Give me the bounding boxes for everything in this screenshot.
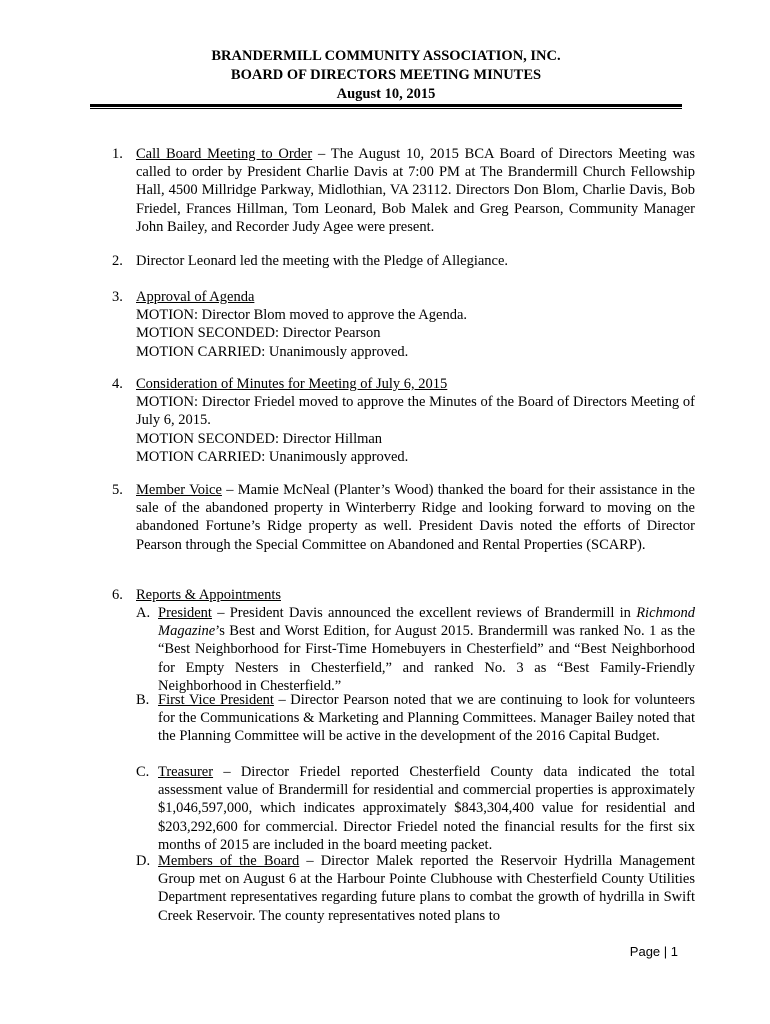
item-title: Approval of Agenda bbox=[136, 289, 255, 305]
item-approval-agenda bbox=[136, 288, 695, 361]
item-number: 6. bbox=[112, 587, 123, 603]
motion-seconded-line: MOTION SECONDED: Director Pearson bbox=[136, 325, 381, 342]
subitem-letter: A. bbox=[136, 605, 151, 621]
subitem-letter: C. bbox=[136, 764, 150, 780]
header-rule-thick bbox=[90, 104, 682, 107]
item-pledge bbox=[136, 252, 695, 270]
subitem-text: – President Davis announced the excellent reviews of Brandermill in bbox=[211, 605, 637, 621]
item-call-to-order bbox=[136, 145, 695, 236]
item-number: 3. bbox=[112, 289, 123, 305]
magazine-name: Richmond Magazine bbox=[158, 605, 695, 640]
subitem-title: Treasurer bbox=[158, 764, 214, 780]
motion-seconded-line: MOTION SECONDED: Director Hillman bbox=[136, 430, 383, 447]
meeting-date: August 10, 2015 bbox=[336, 86, 436, 102]
item-text: Director Leonard led the meeting with the Pledge of Allegiance. bbox=[136, 253, 509, 269]
item-text: – The August 10, 2015 BCA Board of Directors Meeting was called to order by President Charlie Davis at 7:00 PM at The Brandermill Church Fellowship Hall, 4500 Millridge Parkway, Midlothian, VA 23112. Directors Don Blom, Charlie Davis, Bob Friedel, Frances Hillman, Tom Leonard, Bob Malek and Greg Pearson, Community Manager John Bailey, and Recorder Judy Agee were present. bbox=[136, 146, 695, 235]
subitem-president bbox=[158, 604, 695, 695]
motion-carried-line: MOTION CARRIED: Unanimously approved. bbox=[136, 448, 409, 465]
item-title: Reports & Appointments bbox=[136, 587, 281, 603]
item-member-voice bbox=[136, 481, 695, 554]
subitem-first-vice-president bbox=[158, 691, 695, 746]
doc-title: BOARD OF DIRECTORS MEETING MINUTES bbox=[230, 67, 542, 83]
subitem-letter: B. bbox=[136, 692, 150, 708]
subitem-letter: D. bbox=[136, 853, 151, 869]
motion-line: MOTION: Director Friedel moved to approve the Minutes of the Board of Directors Meeting of July 6, 2015. bbox=[136, 394, 695, 429]
subitem-text: ’s Best and Worst Edition, for August 2015. Brandermill was ranked No. 1 as the “Best Neighborhood for First-Time Homebuyers in Chesterfield” and “Best Neighborhood for Empty Nesters in Chesterfield,” and ranked No. 3 as “Best Family-Friendly Neighborhood in Chesterfield.” bbox=[158, 623, 695, 694]
org-name: BRANDERMILL COMMUNITY ASSOCIATION, INC. bbox=[211, 48, 561, 64]
item-minutes-approval bbox=[136, 375, 695, 466]
item-number: 2. bbox=[112, 253, 123, 269]
header-rule-thin bbox=[90, 108, 682, 109]
item-title: Call Board Meeting to Order bbox=[136, 146, 313, 162]
subitem-title: Members of the Board bbox=[158, 853, 300, 869]
motion-carried-line: MOTION CARRIED: Unanimously approved. bbox=[136, 343, 409, 360]
item-title: Consideration of Minutes for Meeting of July 6, 2015 bbox=[136, 376, 448, 392]
subitem-title: First Vice President bbox=[158, 692, 274, 708]
item-number: 1. bbox=[112, 146, 123, 162]
subitem-members-of-board bbox=[158, 852, 695, 925]
item-title: Member Voice bbox=[136, 482, 222, 498]
item-reports-heading bbox=[136, 586, 695, 604]
item-number: 4. bbox=[112, 376, 123, 392]
subitem-text: – Director Malek reported the Reservoir Hydrilla Management Group met on August 6 at the Harbour Pointe Clubhouse with Chesterfield County Utilities Department representatives regarding future plans to combat the growth of hydrilla in Swift Creek Reservoir. The county representatives noted plans to bbox=[158, 853, 695, 924]
subitem-treasurer bbox=[158, 763, 695, 854]
subitem-text: – Director Pearson noted that we are continuing to look for volunteers for the Communications & Marketing and Planning Committees. Manager Bailey noted that the Planning Committee will be active in the development of the 2016 Capital Budget. bbox=[158, 692, 696, 745]
subitem-title: President bbox=[158, 605, 212, 621]
item-text: – Mamie McNeal (Planter’s Wood) thanked the board for their assistance in the sale of the abandoned property in Winterberry Ridge and looking forward to moving on the abandoned Fortune’s Ridge property as well. President Davis noted the efforts of Director Pearson through the Special Committee on Abandoned and Rental Properties (SCARP). bbox=[136, 482, 695, 553]
subitem-text: – Director Friedel reported Chesterfield County data indicated the total assessment value of Brandermill for residential and commercial properties is approximately $1,046,597,000, which indicates approximately $843,304,400 value for residential and $203,292,600 for commercial. Director Friedel noted the financial results for the first six months of 2015 are included in the board meeting packet. bbox=[158, 764, 695, 853]
motion-line: MOTION: Director Blom moved to approve the Agenda. bbox=[136, 307, 468, 324]
item-number: 5. bbox=[112, 482, 123, 498]
page-number: Page | 1 bbox=[629, 944, 678, 959]
